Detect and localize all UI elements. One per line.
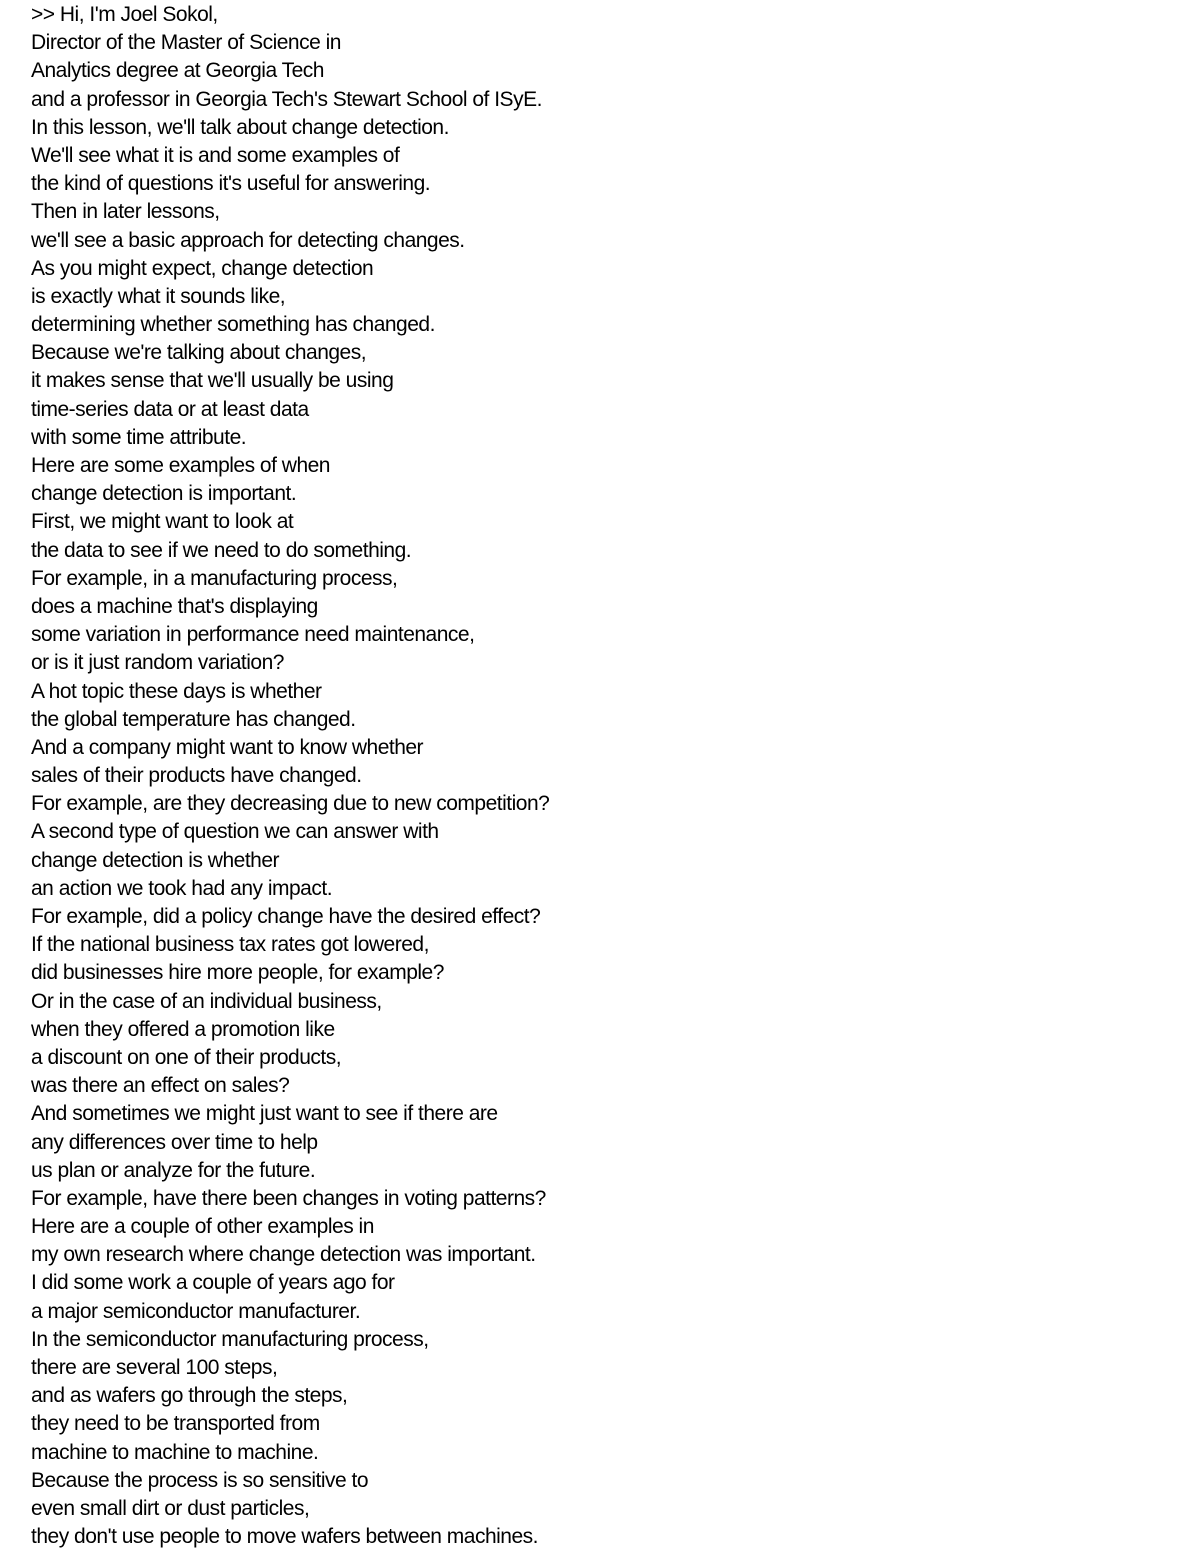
transcript-line: they don't use people to move wafers between machines. <box>31 1525 538 1549</box>
transcript-line: Analytics degree at Georgia Tech <box>31 59 324 83</box>
transcript-line: us plan or analyze for the future. <box>31 1158 316 1182</box>
transcript-line: it makes sense that we'll usually be using <box>31 369 394 393</box>
transcript-line: Because we're talking about changes, <box>31 341 367 365</box>
transcript-line: Then in later lessons, <box>31 200 220 224</box>
transcript-line: And a company might want to know whether <box>31 735 424 759</box>
transcript-line: In this lesson, we'll talk about change detection. <box>31 115 449 139</box>
transcript-line: did businesses hire more people, for example? <box>31 961 444 985</box>
transcript-line: For example, in a manufacturing process, <box>31 566 398 590</box>
transcript-line: Because the process is so sensitive to <box>31 1468 369 1492</box>
transcript-line: For example, did a policy change have the desired effect? <box>31 905 541 928</box>
transcript-text <box>31 1 549 1551</box>
transcript-line: there are several 100 steps, <box>31 1356 278 1379</box>
transcript-line: does a machine that's displaying <box>31 594 318 618</box>
transcript-line: my own research where change detection was important. <box>31 1243 536 1267</box>
transcript-line: the kind of questions it's useful for answering. <box>31 172 431 196</box>
transcript-line: Here are a couple of other examples in <box>31 1215 374 1239</box>
transcript-line: any differences over time to help <box>31 1130 318 1154</box>
transcript-line: For example, have there been changes in voting patterns? <box>31 1186 546 1210</box>
transcript-line: >> Hi, I'm Joel Sokol, <box>31 3 218 26</box>
transcript-line: a discount on one of their products, <box>31 1045 342 1069</box>
transcript-line: As you might expect, change detection <box>31 256 374 280</box>
transcript-line: First, we might want to look at <box>31 510 294 534</box>
transcript-line: machine to machine to machine. <box>31 1440 319 1464</box>
transcript-line: some variation in performance need maintenance, <box>31 623 475 647</box>
transcript-line: with some time attribute. <box>31 425 247 449</box>
transcript-line: an action we took had any impact. <box>31 876 333 900</box>
transcript-line: Or in the case of an individual business, <box>31 989 382 1013</box>
transcript-line: or is it just random variation? <box>31 651 284 675</box>
transcript-line: sales of their products have changed. <box>31 764 362 788</box>
transcript-line: A second type of question we can answer with <box>31 820 439 844</box>
transcript-line: is exactly what it sounds like, <box>31 284 286 308</box>
transcript-line: We'll see what it is and some examples of <box>31 143 400 167</box>
transcript-line: A hot topic these days is whether <box>31 679 322 703</box>
transcript-line: If the national business tax rates got lowered, <box>31 933 429 957</box>
transcript-line: they need to be transported from <box>31 1412 320 1436</box>
transcript-line: a major semiconductor manufacturer. <box>31 1299 361 1323</box>
transcript-line: Director of the Master of Science in <box>31 31 341 55</box>
transcript-line: And sometimes we might just want to see if there are <box>31 1102 498 1126</box>
transcript-line: we'll see a basic approach for detecting changes. <box>31 228 465 252</box>
transcript-line: even small dirt or dust particles, <box>31 1496 310 1520</box>
transcript-line: Here are some examples of when <box>31 454 330 477</box>
transcript-line: and as wafers go through the steps, <box>31 1384 348 1408</box>
transcript-line: I did some work a couple of years ago for <box>31 1271 395 1295</box>
transcript-line: the data to see if we need to do something. <box>31 538 412 562</box>
transcript-line: change detection is important. <box>31 482 297 506</box>
transcript-line: For example, are they decreasing due to new competition? <box>31 792 550 816</box>
transcript-line: change detection is whether <box>31 848 280 872</box>
transcript-line: time-series data or at least data <box>31 397 309 421</box>
transcript-line: and a professor in Georgia Tech's Stewart School of ISyE. <box>31 87 542 111</box>
transcript-line: the global temperature has changed. <box>31 707 356 731</box>
transcript-line: when they offered a promotion like <box>31 1017 335 1041</box>
transcript-line: determining whether something has changed. <box>31 313 435 337</box>
transcript-line: In the semiconductor manufacturing process, <box>31 1327 429 1351</box>
transcript-line: was there an effect on sales? <box>31 1074 290 1098</box>
